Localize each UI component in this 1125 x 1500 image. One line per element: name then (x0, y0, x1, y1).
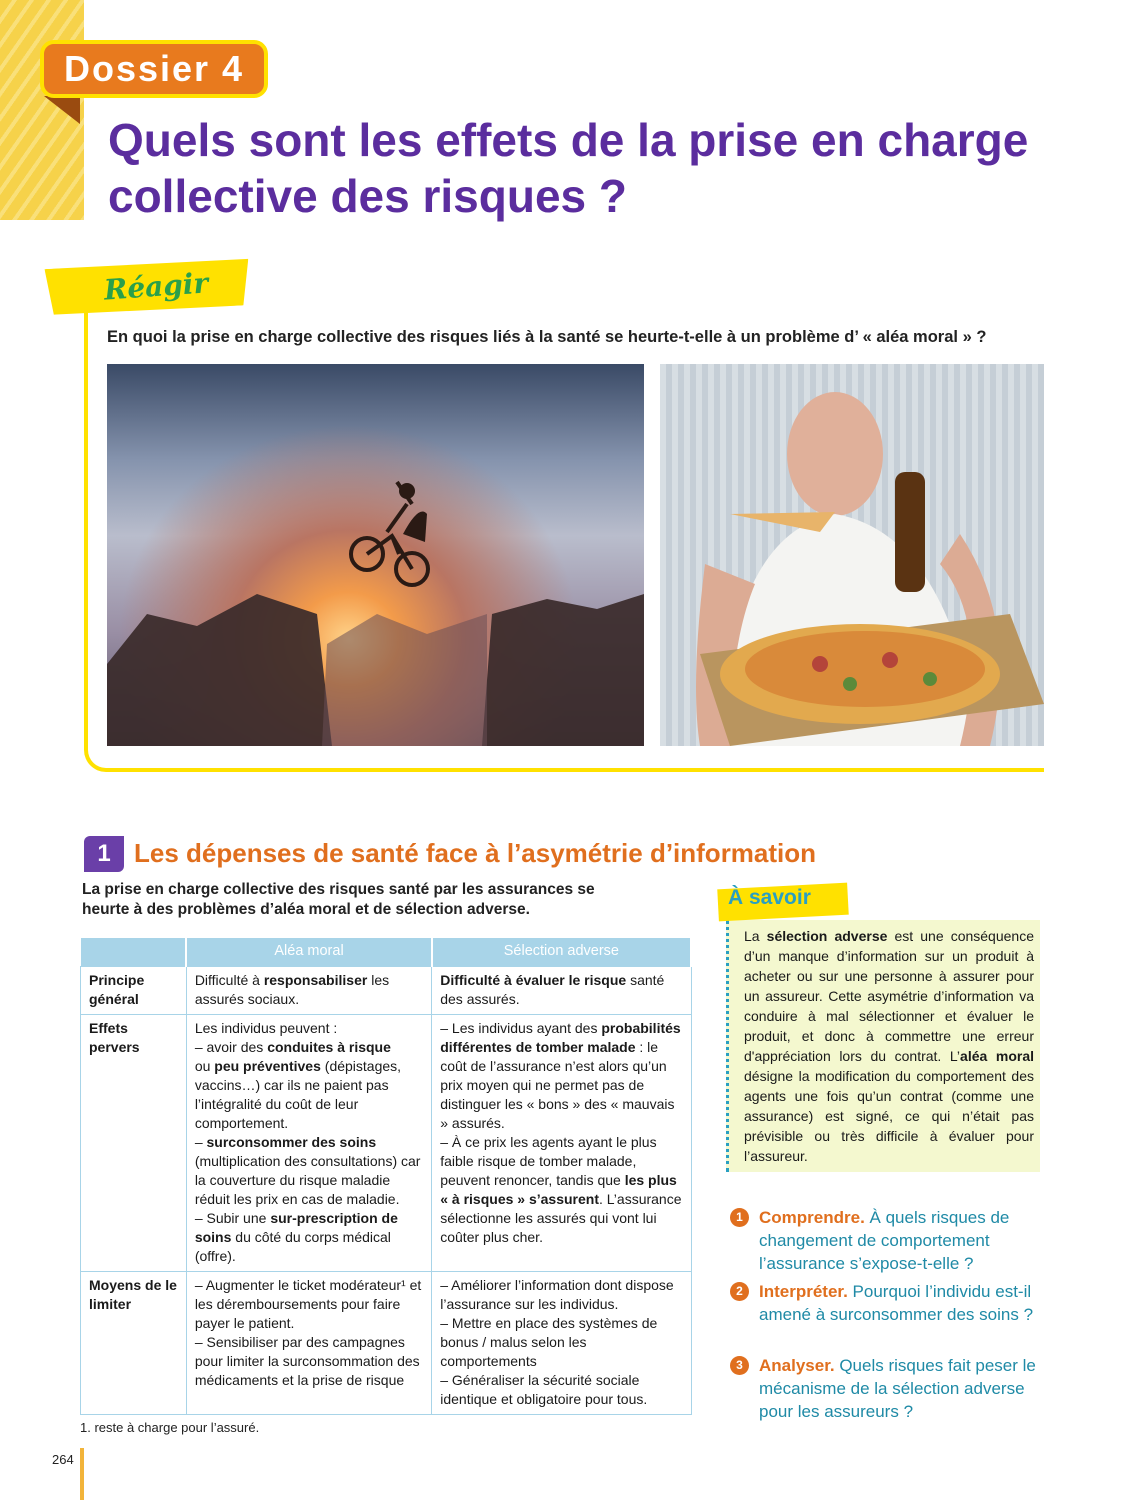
page-title: Quels sont les effets de la prise en charge collective des risques ? (108, 114, 1029, 222)
reagir-question: En quoi la prise en charge collective des risques liés à la santé se heurte-t-elle à un problème d’ « aléa moral » ? (107, 328, 987, 346)
table-header-empty (81, 938, 187, 966)
asymmetry-table (80, 938, 692, 1415)
section-intro: La prise en charge collective des risques santé par les assurances se heurte à des problèmes d’aléa moral et de sélection adverse. (82, 881, 595, 918)
page-margin-bar (80, 1448, 84, 1500)
row-head-moyens: Moyens de le limiter (81, 1271, 187, 1414)
cell-moyens-alea: – Augmenter le ticket modérateur¹ et les déremboursements pour faire payer le patient. – Sensibiliser par des campagnes pour limiter la surconsommation des médicaments et la prise de risque (186, 1271, 431, 1414)
row-head-principe: Principe général (81, 966, 187, 1014)
cell-effets-alea: Les individus peuvent : – avoir des conduites à risque ou peu préventives (dépistages, vaccins…) car ils ne paient pas l’intégralité du coût de leur comportement. – surconsommer des soins (multiplication des consultations) car la couverture du risque maladie réduit les prix en cas de maladie. – Subir une sur-prescription de soins du côté du corps médical (offre). (186, 1014, 431, 1271)
question-3: 3 Analyser. Quels risques fait peser le mécanisme de la sélection adverse pour les assureurs ? (730, 1354, 1050, 1423)
question-number: 3 (730, 1356, 749, 1375)
question-number: 1 (730, 1208, 749, 1227)
dossier-tab-fold (44, 96, 80, 124)
dossier-label: Dossier 4 (40, 40, 268, 98)
question-1: 1 Comprendre. À quels risques de changement de comportement l’assurance s’expose-t-elle ? (730, 1206, 1050, 1275)
table-header-alea-moral: Aléa moral (186, 938, 431, 966)
a-savoir-text: La sélection adverse est une conséquence d’un manque d’information sur un produit à acheter ou sur une personne à assurer pour un assureur. Cette asymétrie d’information va conduire à mal sélectionner et évaluer le produit, et donc à commettre une erreur d'appréciation lors du contrat. L’aléa moral désigne la modification du comportement des agents une fois qu’un contrat (comme une assurance) est signé, ce qui n’était pas prévisible ou très difficile à évaluer pour l’assureur. (744, 928, 1035, 1164)
a-savoir-label: À savoir (728, 886, 811, 909)
table-header-selection-adverse: Sélection adverse (432, 938, 691, 966)
section-title: Les dépenses de santé face à l’asymétrie d’information (134, 838, 817, 868)
man-pizza-illustration (660, 364, 1044, 746)
row-head-effets: Effets pervers (81, 1014, 187, 1271)
cell-principe-selection: Difficulté à évaluer le risque santé des assurés. (432, 966, 691, 1014)
table-row-principe (81, 966, 692, 1014)
photo-man-eating-pizza (660, 364, 1044, 746)
table-row-moyens (81, 1271, 692, 1414)
table-row-effets (81, 1014, 692, 1271)
cell-effets-selection: – Les individus ayant des probabilités différentes de tomber malade : le coût de l’assurance n’est alors qu’un prix moyen qui ne permet pas de distinguer les « bons » des « mauvais » assurés. – À ce prix les agents ayant le plus faible risque de tomber malade, peuvent renoncer, tandis que les plus « à risques » s’assurent. L’assurance sélectionne les assurés qui vont lui coûter plus cher. (432, 1014, 691, 1271)
footnote: 1. reste à charge pour l’assuré. (80, 1420, 260, 1435)
bmx-scene-illustration (107, 364, 644, 746)
section-number: 1 (84, 836, 124, 872)
photo-bmx-jump (107, 364, 644, 746)
reagir-label: Réagir (102, 266, 210, 307)
question-number: 2 (730, 1282, 749, 1301)
cell-moyens-selection: – Améliorer l’information dont dispose l’assurance sur les individus. – Mettre en place des systèmes de bonus / malus selon les comportements – Généraliser la sécurité sociale identique et obligatoire pour tous. (432, 1271, 691, 1414)
page-number: 264 (52, 1452, 74, 1467)
cell-principe-alea: Difficulté à responsabiliser les assurés sociaux. (186, 966, 431, 1014)
question-2: 2 Interpréter. Pourquoi l’individu est-il amené à surconsommer des soins ? (730, 1280, 1050, 1326)
table-header-row (81, 938, 692, 966)
